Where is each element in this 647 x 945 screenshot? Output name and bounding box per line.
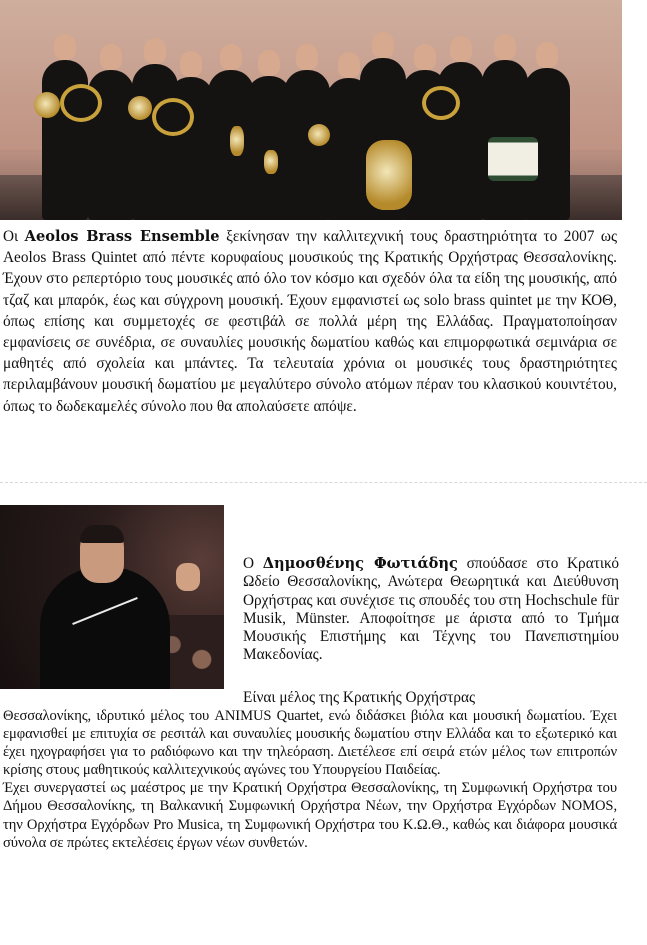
ensemble-text: ξεκίνησαν την καλλιτεχνική τους δραστηριότητα το 2007 ως Aeolos Brass Quintet από πέντε κορυφαίους μουσικούς της Κρατικής Ορχήστρας Θεσσαλονίκης. Έχουν στο ρεπερτόριο τους μουσικές από όλο τον κόσμο και σχεδόν όλα τα είδη της μουσικής, από τζαζ και μπαρόκ, έως και σύγχρονη μουσική. Έχουν εμφανιστεί ως solo brass quintet με την ΚΟΘ, όπως επίσης και συμμετοχές σε φεστιβάλ σε πολλά μέρη της Ελλάδας. Πραγματοποίησαν εμφανίσεις σε συνέδρια, σε συναυλίες μουσικής δωματίου καθώς και επιμορφωτικά σεμινάρια σε μαθητές από σχολεία και μπάντες. Τα τελευταία χρόνια οι μουσικές τους δραστηριότητες περιλαμβάνουν μουσική δωματίου με μεγαλύτερο σύνολο ατόμων πέραν του κλασικού κουιντέτου, όπως το δωδεκαμελές σύνολο που θα απολαύσετε απόψε. bbox=[3, 228, 617, 415]
conductor-member-text: Θεσσαλονίκης, ιδρυτικό μέλος του ANIMUS Quartet, ενώ διδάσκει βιόλα και μουσική δωματίου. Έχει εμφανισθεί με επιτυχία σε ρεσιτάλ και συναυλίες μουσικής δωματίου στην Ελλάδα και το εξωτερικό και έχει ηχογραφήσει για το ραδιόφωνο και την τηλεόραση. Διετέλεσε επί σειρά ετών μέλος των επιτροπών κρίσης στους μαθητικούς καλλιτεχνικούς αγώνες του Υπουργείου Παιδείας. bbox=[3, 708, 617, 779]
conductor-name: Δημοσθένης Φωτιάδης bbox=[262, 555, 458, 572]
conductor-lead-word: Ο bbox=[243, 555, 255, 572]
french-horn-icon bbox=[60, 84, 102, 122]
horn-bell-icon bbox=[34, 92, 60, 118]
conductor-bio-details bbox=[3, 707, 617, 852]
ensemble-description bbox=[3, 226, 617, 417]
ensemble-lead-word: Οι bbox=[3, 228, 19, 245]
horn-bell-icon bbox=[128, 96, 152, 120]
trombone-icon bbox=[264, 150, 278, 174]
conductor-member-start: Είναι μέλος της Κρατικής Ορχήστρας bbox=[243, 689, 476, 706]
french-horn-icon bbox=[152, 98, 194, 136]
trumpet-icon bbox=[230, 126, 244, 156]
conductor-photo bbox=[0, 505, 224, 689]
tuba-icon bbox=[366, 140, 412, 210]
conductor-body bbox=[40, 567, 170, 689]
conductor-collaborations: Έχει συνεργαστεί ως μαέστρος με την Κρατική Ορχήστρα Θεσσαλονίκης, τη Συμφωνική Ορχήστρα του Δήμου Θεσσαλονίκης, τη Βαλκανική Συμφωνική Ορχήστρα Νέων, την Ορχήστρα Εγχόρδων NOMOS, την Ορχήστρα Εγχόρδων Pro Musica, τη Συμφωνική Ορχήστρα του Κ.Ω.Θ., καθώς και διάφορα μουσικά σύνολα σε πρώτες εκτελέσεις έργων νέων συνθετών. bbox=[3, 780, 617, 851]
conductor-bio-text: σπούδασε στο Κρατικό Ωδείο Θεσσαλονίκης, Ανώτερα Θεωρητικά και Διεύθυνση Ορχήστρας και συνέχισε τις σπουδές του στη Hochschule für Musik, Münster. Αποφοίτησε με άριστα από το Τμήμα Μουσικής Επιστήμης και Τέχνης του Πανεπιστημίου Μακεδονίας. bbox=[243, 555, 619, 664]
conductor-hair bbox=[80, 525, 124, 543]
conductor-hand bbox=[176, 563, 200, 591]
french-horn-icon bbox=[422, 86, 460, 120]
conductor-bio-intro bbox=[243, 555, 619, 665]
ensemble-photo bbox=[0, 0, 622, 220]
section-divider bbox=[0, 482, 647, 483]
ensemble-name: Aeolos Brass Ensemble bbox=[24, 228, 220, 245]
snare-drum-icon bbox=[488, 137, 538, 181]
conductor-bio-member-start bbox=[243, 689, 619, 707]
trumpet-icon bbox=[308, 124, 330, 146]
